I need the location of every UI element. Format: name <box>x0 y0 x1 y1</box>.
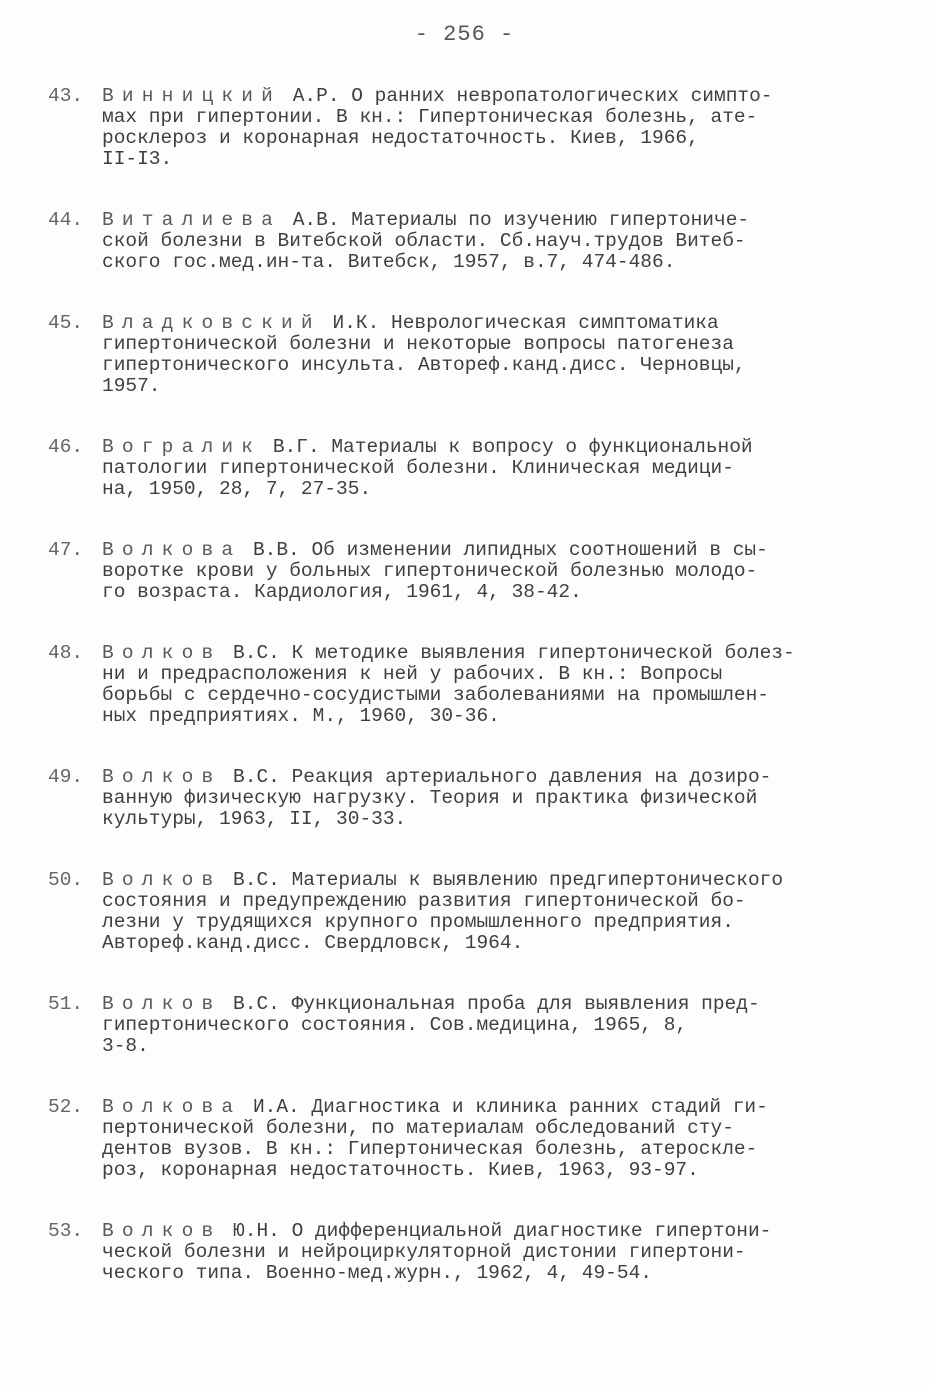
entry-body: В.С. Функциональная проба для выявления пред- гипертонического состояния. Сов.медицина, 1965, 8, 3-8. <box>102 993 760 1057</box>
entry-text <box>102 643 878 727</box>
entry-body: А.В. Материалы по изучению гипертониче- ской болезни в Витебской области. Сб.науч.трудов Витеб- ского гос.мед.ин-та. Витебск, 1957, в.7, 474-486. <box>102 209 750 273</box>
entry-author: Волков <box>102 1220 222 1242</box>
entry-body: А.Р. О ранних невропатологических симпто- мах при гипертонии. В кн.: Гипертоническая болезнь, ате- росклероз и коронарная недостаточность. Киев, 1966, II-I3. <box>102 85 773 170</box>
bibliography-entry <box>48 1097 878 1181</box>
bibliography-entry <box>48 86 878 170</box>
bibliography-entry <box>48 210 878 273</box>
entry-body: В.С. К методике выявления гипертонической болез- ни и предрасположения к ней у рабочих. В кн.: Вопросы борьбы с сердечно-сосудистыми заболеваниями на промышлен- ных предприятиях. М., 1960, 30-36. <box>102 642 795 727</box>
bibliography-list <box>48 86 878 1324</box>
bibliography-entry <box>48 767 878 830</box>
entry-text <box>102 1221 878 1284</box>
entry-body: И.К. Неврологическая симптоматика гипертонической болезни и некоторые вопросы патогенеза гипертонического инсульта. Автореф.канд.дисс. Черновцы, 1957. <box>102 312 746 397</box>
entry-author: Волков <box>102 766 222 788</box>
entry-text <box>102 870 878 954</box>
entry-text <box>102 994 878 1057</box>
entry-number: 43. <box>48 85 84 107</box>
page-number: - 256 - <box>414 22 515 47</box>
entry-number: 44. <box>48 209 84 231</box>
entry-number: 50. <box>48 869 84 891</box>
entry-number: 48. <box>48 642 84 664</box>
entry-author: Волков <box>102 869 222 891</box>
bibliography-entry <box>48 1221 878 1284</box>
entry-number: 45. <box>48 312 84 334</box>
entry-body: В.Г. Материалы к вопросу о функциональной патологии гипертонической болезни. Клиническая медици- на, 1950, 28, 7, 27-35. <box>102 436 753 500</box>
bibliography-entry <box>48 540 878 603</box>
entry-number: 46. <box>48 436 84 458</box>
entry-text <box>102 767 878 830</box>
bibliography-entry <box>48 643 878 727</box>
entry-text <box>102 210 878 273</box>
entry-number: 51. <box>48 993 84 1015</box>
entry-number: 52. <box>48 1096 84 1118</box>
entry-body: В.С. Реакция артериального давления на дозиро- ванную физическую нагрузку. Теория и практика физической культуры, 1963, II, 30-33. <box>102 766 772 830</box>
entry-author: Волкова <box>102 539 242 561</box>
entry-body: В.В. Об изменении липидных соотношений в сы- воротке крови у больных гипертонической болезнью молодо- го возраста. Кардиология, 1961, 4, 38-42. <box>102 539 768 603</box>
entry-number: 47. <box>48 539 84 561</box>
entry-body: И.А. Диагностика и клиника ранних стадий ги- пертонической болезни, по материалам обследований сту- дентов вузов. В кн.: Гипертоническая болезнь, атероскле- роз, коронарная недостаточность. Киев, 1963, 93-97. <box>102 1096 768 1181</box>
bibliography-entry <box>48 313 878 397</box>
entry-author: Владковский <box>102 312 321 334</box>
entry-author: Волкова <box>102 1096 242 1118</box>
entry-text <box>102 437 878 500</box>
entry-author: Вогралик <box>102 436 262 458</box>
bibliography-entry <box>48 437 878 500</box>
entry-text <box>102 86 878 170</box>
entry-author: Волков <box>102 642 222 664</box>
bibliography-entry <box>48 870 878 954</box>
entry-number: 53. <box>48 1220 84 1242</box>
entry-author: Виталиева <box>102 209 282 231</box>
entry-text <box>102 1097 878 1181</box>
entry-number: 49. <box>48 766 84 788</box>
bibliography-entry <box>48 994 878 1057</box>
entry-body: В.С. Материалы к выявлению предгипертонического состояния и предупреждению развития гипертонической бо- лезни у трудящихся крупного промышленного предприятия. Автореф.канд.дисс. Свердловск, 1964. <box>102 869 784 954</box>
entry-author: Винницкий <box>102 85 282 107</box>
entry-author: Волков <box>102 993 222 1015</box>
entry-text <box>102 540 878 603</box>
entry-body: Ю.Н. О дифференциальной диагностике гипертони- ческой болезни и нейроциркуляторной дистонии гипертони- ческого типа. Военно-мед.журн., 1962, 4, 49-54. <box>102 1220 772 1284</box>
entry-text <box>102 313 878 397</box>
